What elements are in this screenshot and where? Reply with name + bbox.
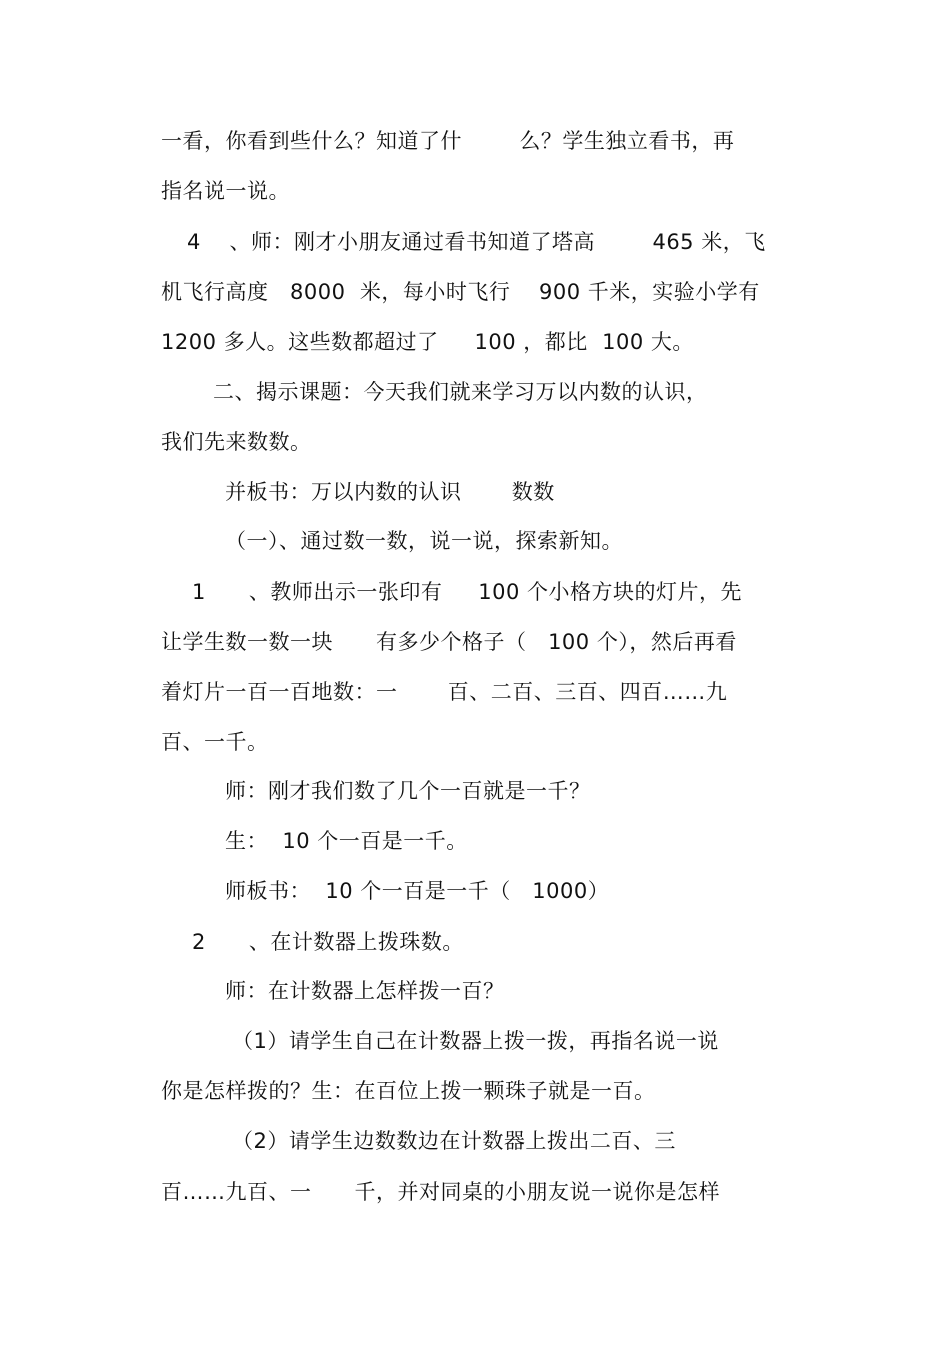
text-line: 师：刚才我们数了几个一百就是一千？ [225,779,591,803]
text-line: 百、一千。 [161,730,269,754]
text-line: 你是怎样拨的？生：在百位上拨一颗珠子就是一百。 [161,1079,656,1103]
text-line: 1 、教师出示一张印有 100 个小格方块的灯片，先 [192,580,743,604]
text-line: （1）请学生自己在计数器上拨一拨，再指名说一说 [232,1029,719,1053]
text-line: 二、揭示课题：今天我们就来学习万以内数的认识， [213,380,708,404]
text-line: 4 、师：刚才小朋友通过看书知道了塔高 465 米，飞 [187,230,766,254]
text-line: 2 、在计数器上拨珠数。 [192,930,464,954]
text-line: 生： 10 个一百是一千。 [225,829,468,853]
text-line: 师板书： 10 个一百是一千（ 1000） [225,879,610,903]
text-line: 并板书：万以内数的认识 数数 [225,480,555,504]
text-line: 1200 多人。这些数都超过了 100 ，都比 100 大。 [161,330,694,354]
text-line: 师：在计数器上怎样拨一百？ [225,979,505,1003]
text-line: 百……九百、一 千，并对同桌的小朋友说一说你是怎样 [161,1180,721,1204]
text-line: 着灯片一百一百地数：一 百、二百、三百、四百……九 [161,680,728,704]
text-line: 机飞行高度 8000 米，每小时飞行 900 千米，实验小学有 [161,280,760,304]
text-line: 我们先来数数。 [161,430,312,454]
text-line: （2）请学生边数数边在计数器上拨出二百、三 [232,1129,676,1153]
text-line: （一）、通过数一数，说一说，探索新知。 [225,529,623,553]
text-line: 指名说一说。 [161,179,290,203]
text-line: 一看，你看到些什么？知道了什 么？学生独立看书，再 [161,129,735,153]
text-line: 让学生数一数一块 有多少个格子（ 100 个），然后再看 [161,630,737,654]
